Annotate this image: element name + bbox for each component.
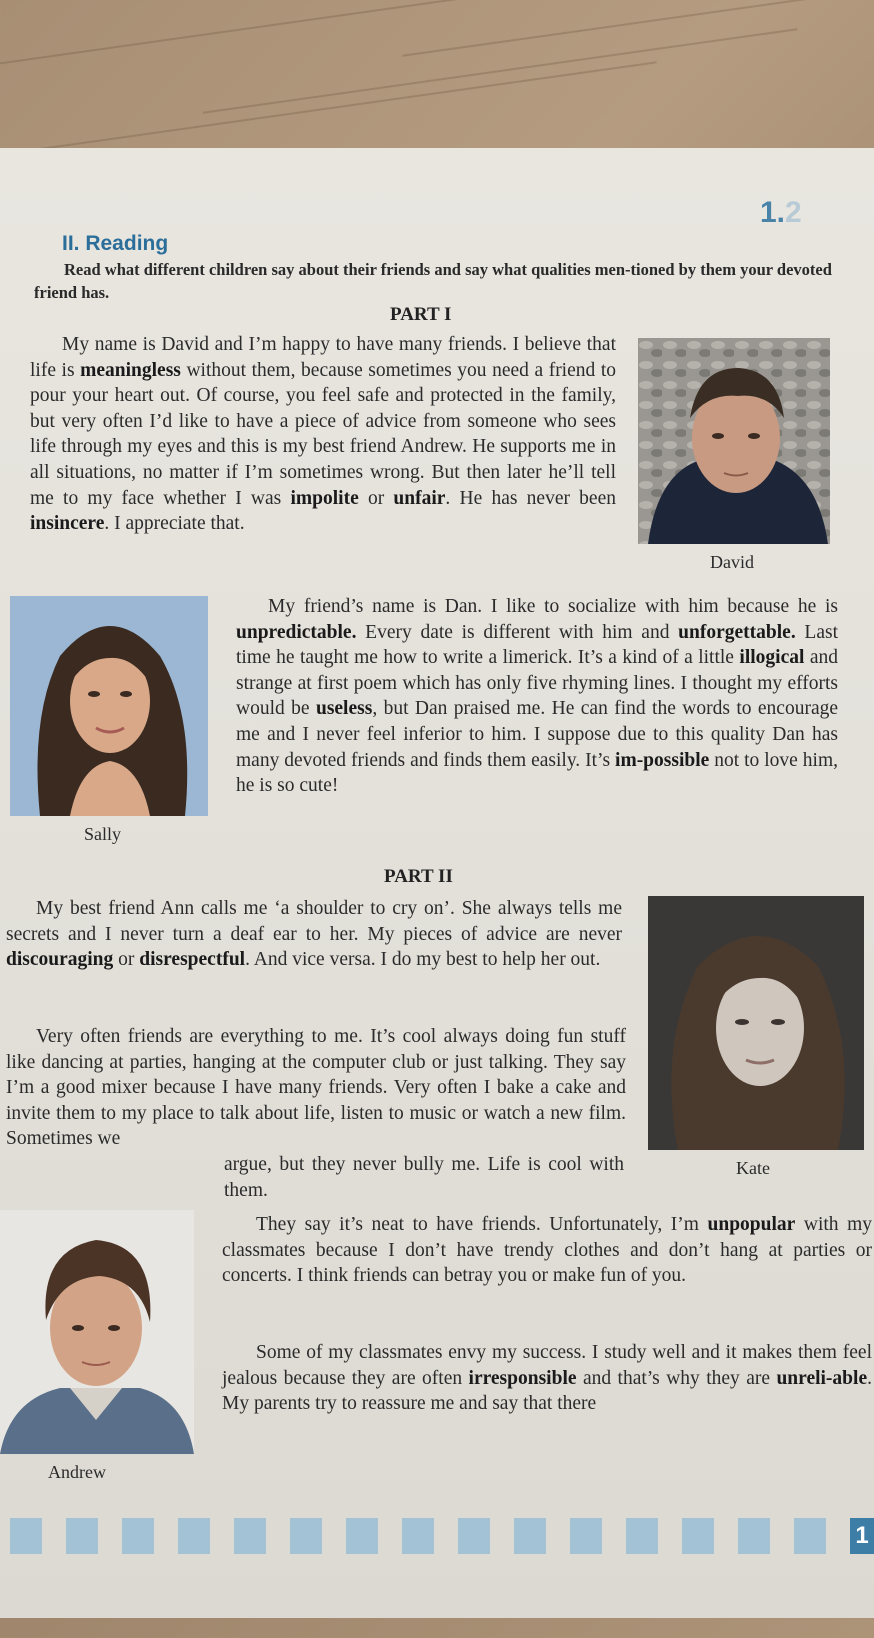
footer-square — [738, 1518, 770, 1554]
footer-square — [402, 1518, 434, 1554]
bold-keyword: discouraging — [6, 949, 114, 971]
text-run: without them, because sometimes you need a friend to pour your heart out. Of course, you feel safe and protected in the family, but very often I’d like to have a piece of advice from someone who sees life through my eyes and this is my best friend Andrew. He supports me in all situations, no matter if I’m sometimes wrong. But then later he’ll tell me to my face whether I was — [30, 359, 616, 509]
instruction: Read what different children say about their friends and say what qualities men-tioned by them your devoted friend has. — [34, 260, 832, 302]
footer-square — [66, 1518, 98, 1554]
text-run: . He has never been — [445, 487, 616, 509]
text-run: My friend’s name is Dan. I like to socialize with him because he is — [268, 596, 838, 617]
bold-keyword: unpopular — [707, 1214, 796, 1235]
section-number — [760, 196, 802, 230]
text-run: Last time he taught me how to write a limerick. It’s a kind of a little — [236, 621, 838, 669]
text-run: Some of my classmates envy my success. I study well and it makes them feel jealous because they are often — [222, 1342, 872, 1389]
bold-keyword: illogical — [739, 647, 805, 669]
footer-square — [458, 1518, 490, 1554]
kate-paragraph-2 — [6, 1024, 626, 1152]
text-run: My best friend Ann calls me ‘a shoulder to cry on’. She always tells me secrets and I never turn a deaf ear to her. My pieces of advice are never — [6, 898, 622, 945]
part-2-heading: PART II — [384, 866, 453, 887]
bold-keyword: unfair — [393, 487, 446, 509]
andrew-caption: Andrew — [48, 1462, 106, 1482]
sally-paragraph — [236, 594, 838, 799]
bold-keyword: unreli-able — [776, 1367, 868, 1389]
text-run: They say it’s neat to have friends. Unfortunately, I’m — [256, 1214, 708, 1235]
andrew-paragraph-2 — [222, 1340, 872, 1417]
bold-keyword: insincere — [30, 513, 105, 535]
bold-keyword: irresponsible — [468, 1367, 577, 1389]
text-run: not to love him, he is so cute! — [236, 749, 838, 797]
bold-keyword: im-possible — [615, 749, 710, 771]
footer-square — [514, 1518, 546, 1554]
david-photo — [638, 338, 830, 544]
andrew-paragraph-1 — [222, 1212, 872, 1289]
text-run: , but Dan praised me. He can find the words to encourage me and I never feel inferior to him. I suppose due to this quality Dan has many devoted friends and finds them easily. It’s — [236, 698, 839, 771]
section-number-faint: 2 — [785, 196, 802, 229]
text-run: . My parents try to reassure me and say that there — [222, 1367, 872, 1415]
text-run: or — [113, 949, 140, 971]
text-run: with my classmates because I don’t have trendy clothes and don’t hang at parties or concerts. I think friends can betray you or make fun of you. — [222, 1214, 873, 1287]
text-run: . I appreciate that. — [104, 513, 245, 535]
footer-square — [178, 1518, 210, 1554]
bold-keyword: disrespectful — [139, 949, 246, 971]
bold-keyword: useless — [315, 698, 373, 720]
text-run: Every date is different with him and — [356, 621, 679, 643]
part-1-heading: PART I — [390, 304, 452, 325]
footer-square — [682, 1518, 714, 1554]
footer-square — [626, 1518, 658, 1554]
bold-keyword: unpredictable. — [236, 621, 357, 643]
page-number: 1 — [850, 1518, 874, 1554]
bold-keyword: impolite — [290, 487, 359, 509]
footer-square — [234, 1518, 266, 1554]
footer-square — [794, 1518, 826, 1554]
bold-keyword: meaningless — [80, 359, 181, 381]
kate-paragraph-1 — [6, 896, 622, 973]
footer-decoration — [0, 1518, 874, 1558]
sally-photo — [10, 596, 208, 816]
kate-paragraph-3 — [224, 1152, 624, 1203]
kate-caption: Kate — [736, 1158, 770, 1178]
kate-photo — [648, 896, 864, 1150]
footer-square — [570, 1518, 602, 1554]
bold-keyword: unforgettable. — [678, 621, 796, 643]
section-title: II. Reading — [62, 232, 169, 255]
andrew-photo — [0, 1210, 194, 1454]
david-caption: David — [710, 552, 754, 572]
text-run: and that’s why they are — [576, 1367, 777, 1389]
sally-caption: Sally — [84, 824, 122, 844]
text-run: Very often friends are everything to me. It’s cool always doing fun stuff like dancing at parties, hanging at the computer club or just talking. They say I’m a good mixer because I have many friends. Very often I bake a cake and invite them to my place to talk about life, listen to music or watch a new film. Sometimes we — [6, 1026, 626, 1150]
text-run: and strange at first poem which has only five rhyming lines. I thought my efforts would be — [236, 647, 838, 720]
footer-square — [290, 1518, 322, 1554]
footer-square — [346, 1518, 378, 1554]
text-run: . And vice versa. I do my best to help her out. — [245, 949, 601, 971]
david-paragraph — [30, 332, 616, 537]
section-number-main: 1. — [760, 196, 786, 229]
text-run: My name is David and I’m happy to have many friends. I believe that life is — [30, 334, 616, 381]
text-run: or — [358, 487, 394, 509]
footer-square — [122, 1518, 154, 1554]
textbook-page — [0, 148, 874, 1618]
footer-square — [10, 1518, 42, 1554]
text-run: argue, but they never bully me. Life is cool with them. — [224, 1154, 624, 1201]
